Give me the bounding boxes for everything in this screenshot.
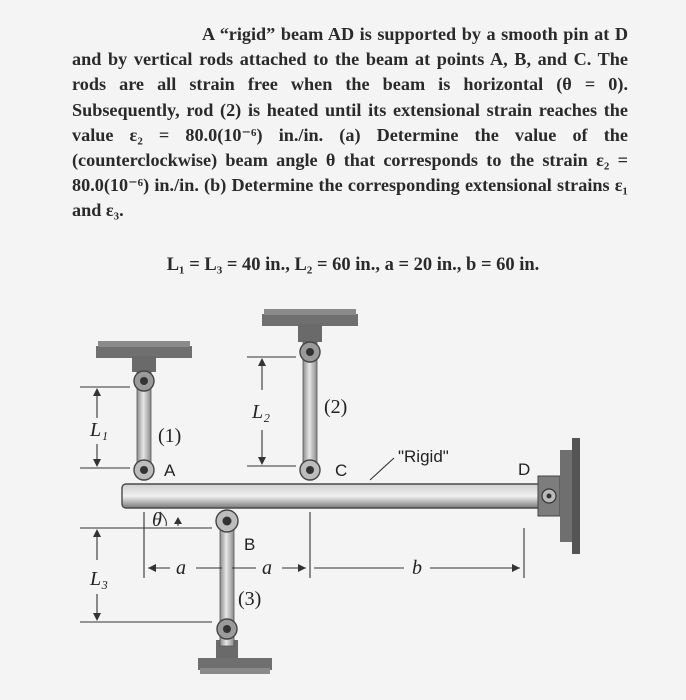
rigid-beam — [122, 484, 562, 508]
ground-support-3 — [198, 658, 272, 674]
pin-C — [300, 460, 320, 480]
pin-top-1 — [134, 371, 154, 391]
support-D — [538, 438, 580, 554]
label-theta: θ — [152, 509, 162, 531]
label-L2: L₂ — [252, 401, 271, 423]
label-L1: L₁ — [90, 419, 109, 441]
label-a-2: a — [262, 557, 272, 579]
label-b: b — [412, 557, 422, 579]
ground-support-2 — [262, 309, 358, 326]
rigid-leader — [370, 458, 394, 480]
pin-A — [134, 460, 154, 480]
label-rod-2: (2) — [324, 396, 348, 418]
clevis-1 — [132, 356, 156, 372]
given-values: L₁ = L₃ = 40 in., L₂ = 60 in., a = 20 in., b = 60 in. — [166, 255, 540, 275]
label-L3: L₃ — [90, 568, 109, 590]
label-D: D — [518, 460, 531, 479]
label-B: B — [244, 535, 256, 554]
label-rod-1: (1) — [158, 425, 182, 447]
label-a-1: a — [176, 557, 186, 579]
pin-top-2 — [300, 342, 320, 362]
pin-B — [216, 510, 238, 532]
clevis-2 — [298, 324, 322, 342]
pin-bottom-3 — [217, 619, 237, 639]
ground-support-1 — [96, 341, 192, 358]
problem-text: A “rigid” beam AD is supported by a smooth pin at D and by vertical rods attached to the beam at points A, B, and C. The rods are all strain free when the beam is horizontal (θ = 0). Subsequently, rod (2) is heated until its extensional strain reaches the value ε₂ = 80.0(10⁻⁶) in./in. (a) Determine the value of the (counterclockwise) beam angle θ that corresponds to the strain ε₂ = 80.0(10⁻⁶) in./in. (b) Determine the corresponding extensional strains ε₁ and ε₃. — [72, 24, 628, 221]
label-rigid: "Rigid" — [398, 447, 449, 466]
label-A: A — [164, 461, 176, 480]
label-rod-3: (3) — [238, 588, 262, 610]
label-C: C — [335, 461, 348, 480]
